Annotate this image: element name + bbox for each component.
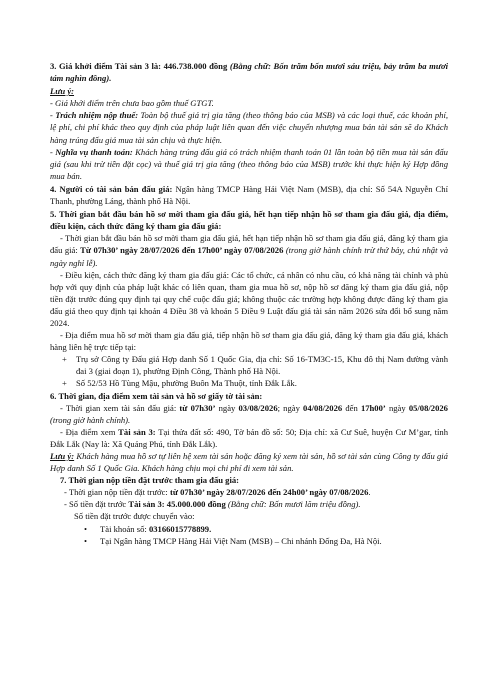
- section-7-transfer-intro: Số tiền đặt trước được chuyển vào:: [74, 511, 195, 522]
- section-7-deposit-time: [50, 486, 448, 498]
- account-number-line: [100, 523, 211, 535]
- viewing-time-value: 04/08/2026: [303, 402, 343, 413]
- viewing-note-label: Lưu ý:: [50, 451, 75, 461]
- plus-marker: +: [62, 378, 67, 389]
- viewing-time-hours-note: (trong giờ hành chính).: [50, 414, 131, 425]
- viewing-time-text: ; ngày: [277, 402, 304, 413]
- asset-owner-text: Ngân hàng TMCP Hàng Hải Việt Nam (MSB), địa chỉ: Số 54A Nguyễn Chí Thanh, phường Láng, thành phố Hà Nội.: [50, 183, 448, 207]
- bank-name-line: Tại Ngân hàng TMCP Hàng Hải Việt Nam (MSB) – Chi nhánh Đống Đa, Hà Nội.: [100, 535, 382, 546]
- section-6-viewing-location: [50, 426, 448, 450]
- payment-obligation-label: - Nghĩa vụ thanh toán:: [50, 146, 133, 157]
- viewing-time-value: 05/08/2026: [408, 402, 448, 413]
- sale-period-dates: Từ 07h30’ ngày 28/07/2026 đến 17h00’ ngày 07/08/2026: [80, 245, 284, 256]
- list-item: [50, 535, 448, 547]
- viewing-time-value: 03/08/2026: [238, 402, 278, 413]
- section-6-viewing-time: [50, 402, 448, 426]
- sale-period-hours-note: (trong giờ hành chính trừ thứ bảy, chủ nhật và ngày nghỉ lễ).: [50, 245, 448, 268]
- location-head-office: Trụ sở Công ty Đấu giá Hợp danh Số 1 Quốc Gia, địa chỉ: Số 16-TM3C-15, Khu đô thị Nam đường vành đai 3 (giai đoạn 1), phường Định Công, Thành phố Hà Nội.: [76, 354, 448, 377]
- viewing-location-asset: Tài sản 3:: [118, 426, 156, 437]
- account-number-label: Tài khoản số:: [100, 523, 149, 534]
- deposit-time-text: - Thời gian nộp tiền đặt trước:: [64, 487, 170, 498]
- note-payment-obligation: [50, 146, 448, 182]
- section-4-asset-owner: [50, 183, 448, 207]
- viewing-location-text: - Địa điểm xem: [60, 426, 119, 437]
- section-6-note: [50, 450, 448, 474]
- tax-responsibility-label: - Trách nhiệm nộp thuế:: [50, 110, 139, 121]
- section-5-locations-intro: - Địa điểm mua hồ sơ mời tham gia đấu giá, tiếp nhận hồ sơ tham gia đấu giá, đăng ký tham gia đấu giá, khách hàng liên hệ trực tiếp tại:: [50, 330, 448, 353]
- bullet-marker: •: [84, 523, 88, 534]
- deposit-amount-in-words: (Bằng chữ: Bốn mươi lăm triệu đồng).: [225, 499, 361, 510]
- payment-obligation-text: Khách hàng trúng đấu giá có trách nhiệm thanh toán 01 lần toàn bộ tiền mua tài sản đấu giá (sau khi trừ tiền đặt cọc) và thuế giá trị gia tăng (theo thông báo của MSB) trước khi thực hiện ký Hợp đồng mua bán.: [50, 146, 448, 181]
- viewing-time-text: ngày: [385, 402, 409, 413]
- viewing-time-text: đến: [342, 402, 361, 413]
- section-5-conditions: - Điều kiện, cách thức đăng ký tham gia đấu giá: Các tổ chức, cá nhân có nhu cầu, có khả năng tài chính và phù hợp với quy định của pháp luật khác có liên quan, tham gia mua hồ sơ, nộp hồ sơ đăng ký tham gia đấu giá, nộp tiền đặt trước đúng quy định tại quy chế cuộc đấu giá; không thuộc các trường hợp không được đăng ký tham gia đấu giá theo quy định tại khoản 4 Điều 38 và khoản 5 Điều 9 Luật đấu giá tài sản năm 2026 sửa đổi bổ sung năm 2024.: [50, 269, 448, 328]
- plus-marker: +: [62, 354, 67, 365]
- section-6-heading: 6. Thời gian, địa điểm xem tài sản và hồ sơ giấy tờ tài sản:: [50, 390, 263, 401]
- sale-period-text: - Thời gian bắt đầu bán hồ sơ mời tham gia đấu giá, hết hạn tiếp nhận hồ sơ tham gia đấu giá, đăng ký tham gia đấu giá:: [50, 233, 448, 256]
- section-7-heading: 7. Thời gian nộp tiền đặt trước tham gia đấu giá:: [60, 475, 240, 486]
- viewing-location-address: Tại thửa đất số: 490, Tờ bản đồ số: 50; Địa chỉ: xã Cư Suê, huyện Cư M’gar, tỉnh Đắk Lắk (Nay là: Xã Quảng Phú, tỉnh Đắk Lắk).: [50, 426, 448, 449]
- tax-responsibility-text: Toàn bộ thuế giá trị gia tăng (theo thông báo của MSB) và các loại thuế, các khoản phí, lệ phí, chi phí khác theo quy định của pháp luật liên quan đến việc chuyển nhượng mua bán tài sản sẽ do Khách hàng trúng đấu giá mua tài sản chịu và thực hiện.: [50, 110, 448, 145]
- location-item: [50, 377, 448, 389]
- viewing-time-value: 17h00’: [360, 402, 386, 413]
- viewing-time-text: - Thời gian xem tài sản đấu giá:: [60, 402, 180, 413]
- deposit-amount-text: - Số tiền đặt trước: [64, 499, 129, 510]
- account-number-value: 03166015778899.: [148, 523, 212, 534]
- note-tax-responsibility: [50, 109, 448, 145]
- section-5-sale-period: [50, 232, 448, 268]
- location-branch: Số 52/53 Hồ Tùng Mậu, phường Buôn Ma Thuột, tỉnh Đắk Lắk.: [76, 378, 297, 389]
- location-item: [50, 353, 448, 377]
- starting-price-in-words: (Bằng chữ: Bốn trăm bốn mươi sáu triệu, bảy trăm ba mươi tám nghìn đồng).: [50, 61, 448, 84]
- deposit-amount-value: Tài sản 3: 45.000.000 đồng: [128, 499, 226, 510]
- deposit-time-end: .: [368, 487, 371, 498]
- starting-price-lead: 3. Giá khởi điểm Tài sản 3 là: 446.738.000 đồng: [50, 61, 228, 71]
- section-5-heading: 5. Thời gian bắt đầu bán hồ sơ mời tham gia đấu giá, hết hạn tiếp nhận hồ sơ tham gia đấu giá, địa điểm, điều kiện, cách thức đăng ký tham gia đấu giá:: [50, 209, 448, 232]
- section-7-deposit-amount: [50, 498, 448, 510]
- note-vat: - Giá khởi điểm trên chưa bao gồm thuế GTGT.: [50, 98, 214, 109]
- bullet-marker: •: [84, 535, 88, 546]
- viewing-time-text: ngày: [215, 402, 239, 413]
- viewing-time-value: từ 07h30’: [179, 402, 216, 413]
- section-3-starting-price: [50, 60, 448, 84]
- list-item: [50, 523, 448, 535]
- asset-owner-label: 4. Người có tài sản bán đấu giá:: [50, 183, 173, 194]
- deposit-time-dates: từ 07h30’ ngày 28/07/2026 đến 24h00’ ngày 07/08/2026: [169, 487, 369, 498]
- viewing-note-text: Khách hàng mua hồ sơ tự liên hệ xem tài sản hoặc đăng ký xem tài sản, hồ sơ tài sản cùng Công ty đấu giá Hợp danh Số 1 Quốc Gia. Khách hàng chịu mọi chi phí đi xem tài sản.: [50, 451, 448, 474]
- note-title: Lưu ý:: [50, 86, 75, 97]
